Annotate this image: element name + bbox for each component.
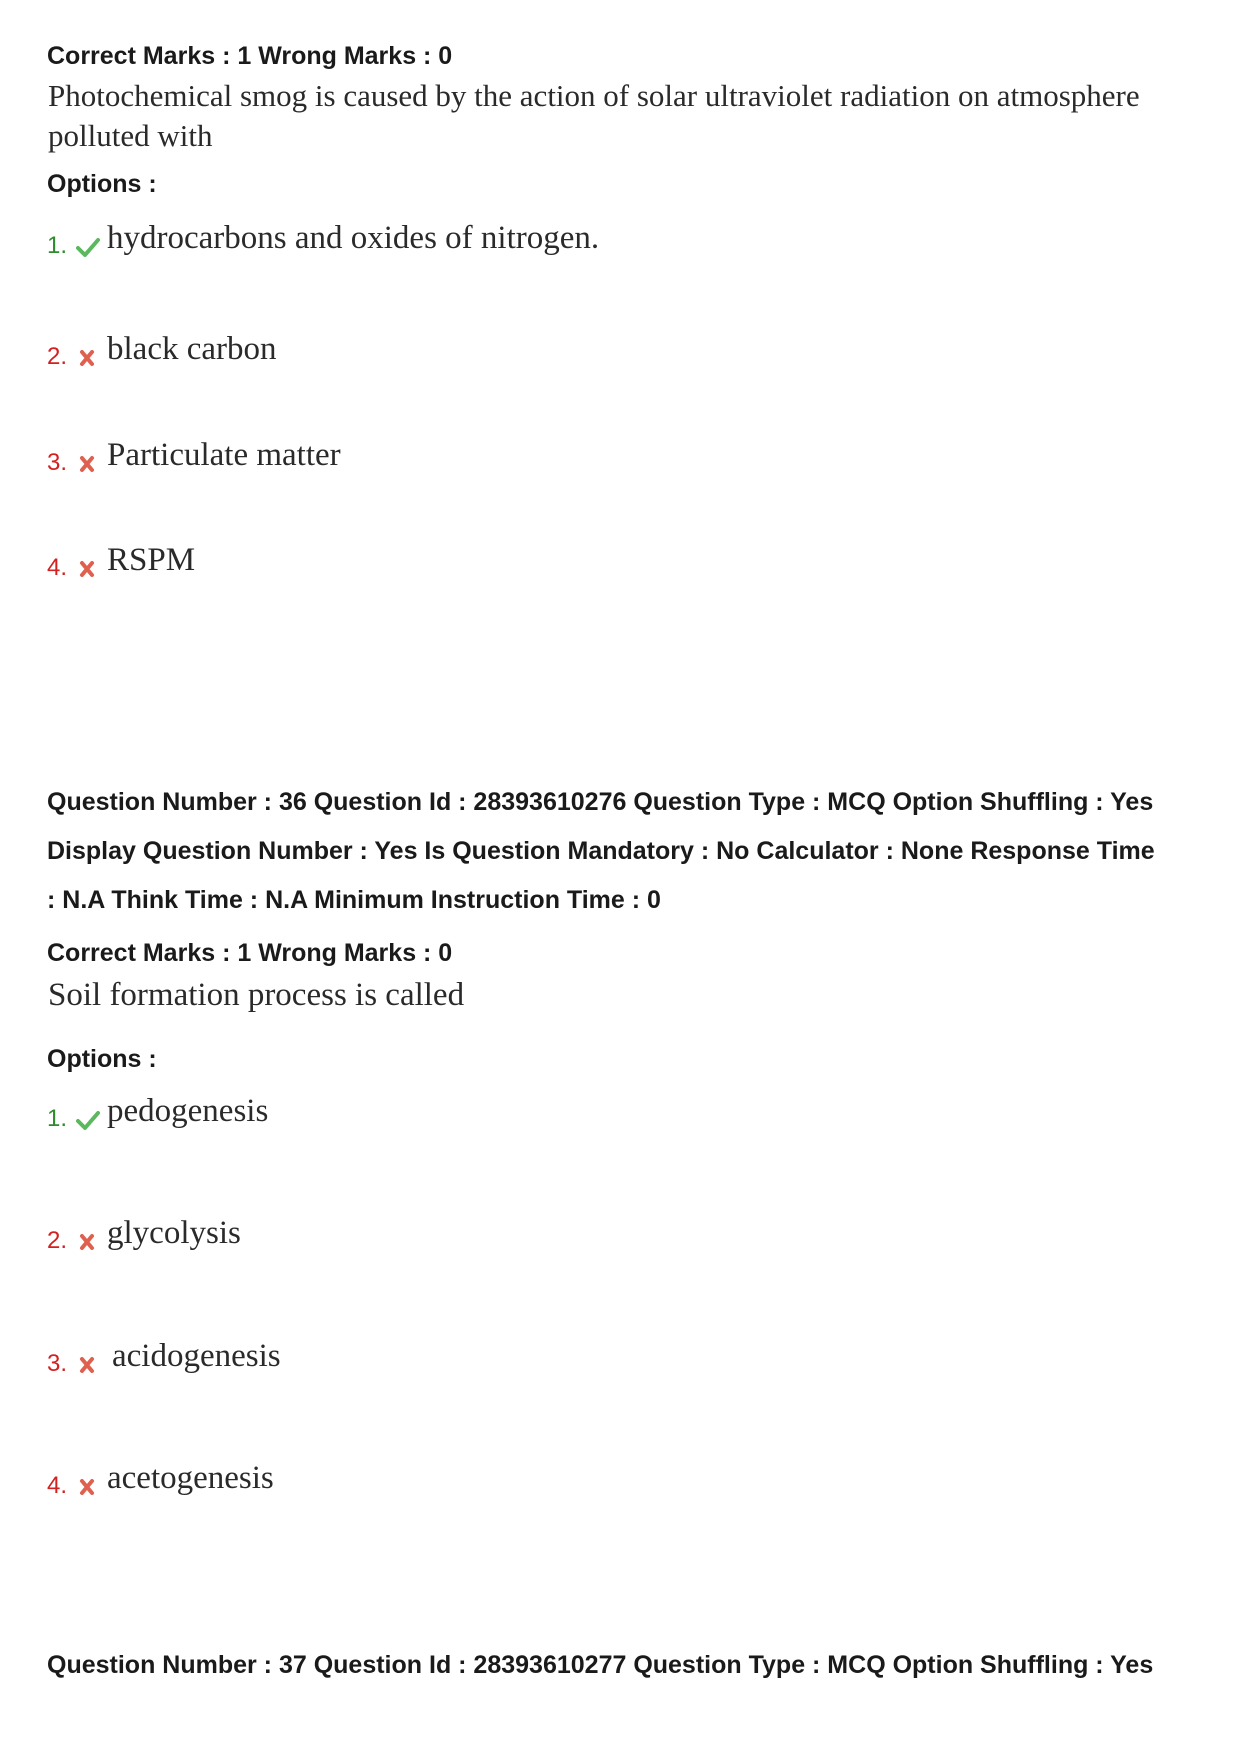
options-label: Options : [47,170,157,198]
cross-icon [76,453,100,475]
marks-info: Correct Marks : 1 Wrong Marks : 0 [47,939,453,967]
option-number: 2. [47,1227,68,1254]
options-label: Options : [47,1045,157,1073]
question-text-line-2: polluted with [48,118,213,153]
option-text: RSPM [107,542,196,578]
option-number: 4. [47,1472,68,1499]
cross-icon [76,347,100,369]
question-text-line-1: Photochemical smog is caused by the action of solar ultraviolet radiation on atmosphere [48,78,1140,113]
option-text: glycolysis [107,1215,241,1251]
cross-icon [76,1354,100,1376]
option-number: 3. [47,449,68,476]
option-text: Particulate matter [107,437,341,473]
cross-icon [76,1231,100,1253]
cross-icon [76,558,100,580]
option-text: acetogenesis [107,1460,274,1496]
question-meta-line-3: : N.A Think Time : N.A Minimum Instruction Time : 0 [47,886,661,914]
option-text: hydrocarbons and oxides of nitrogen. [107,220,600,256]
check-icon [76,1109,100,1131]
option-number: 2. [47,343,68,370]
option-text: black carbon [107,331,277,367]
marks-info: Correct Marks : 1 Wrong Marks : 0 [47,42,453,70]
option-number: 3. [47,1350,68,1377]
question-meta-line-1: Question Number : 37 Question Id : 28393610277 Question Type : MCQ Option Shuffling : Yes [47,1651,1154,1679]
option-number: 4. [47,554,68,581]
option-number: 1. [47,232,68,259]
option-text: pedogenesis [107,1093,269,1129]
question-meta-line-2: Display Question Number : Yes Is Question Mandatory : No Calculator : None Response Time [47,837,1155,865]
check-icon [76,236,100,258]
question-meta [47,778,1207,925]
option-number: 1. [47,1105,68,1132]
option-text: acidogenesis [112,1338,281,1374]
question-meta-line-1: Question Number : 36 Question Id : 28393610276 Question Type : MCQ Option Shuffling : Yes [47,788,1154,816]
cross-icon [76,1476,100,1498]
question-text: Soil formation process is called [48,977,465,1013]
